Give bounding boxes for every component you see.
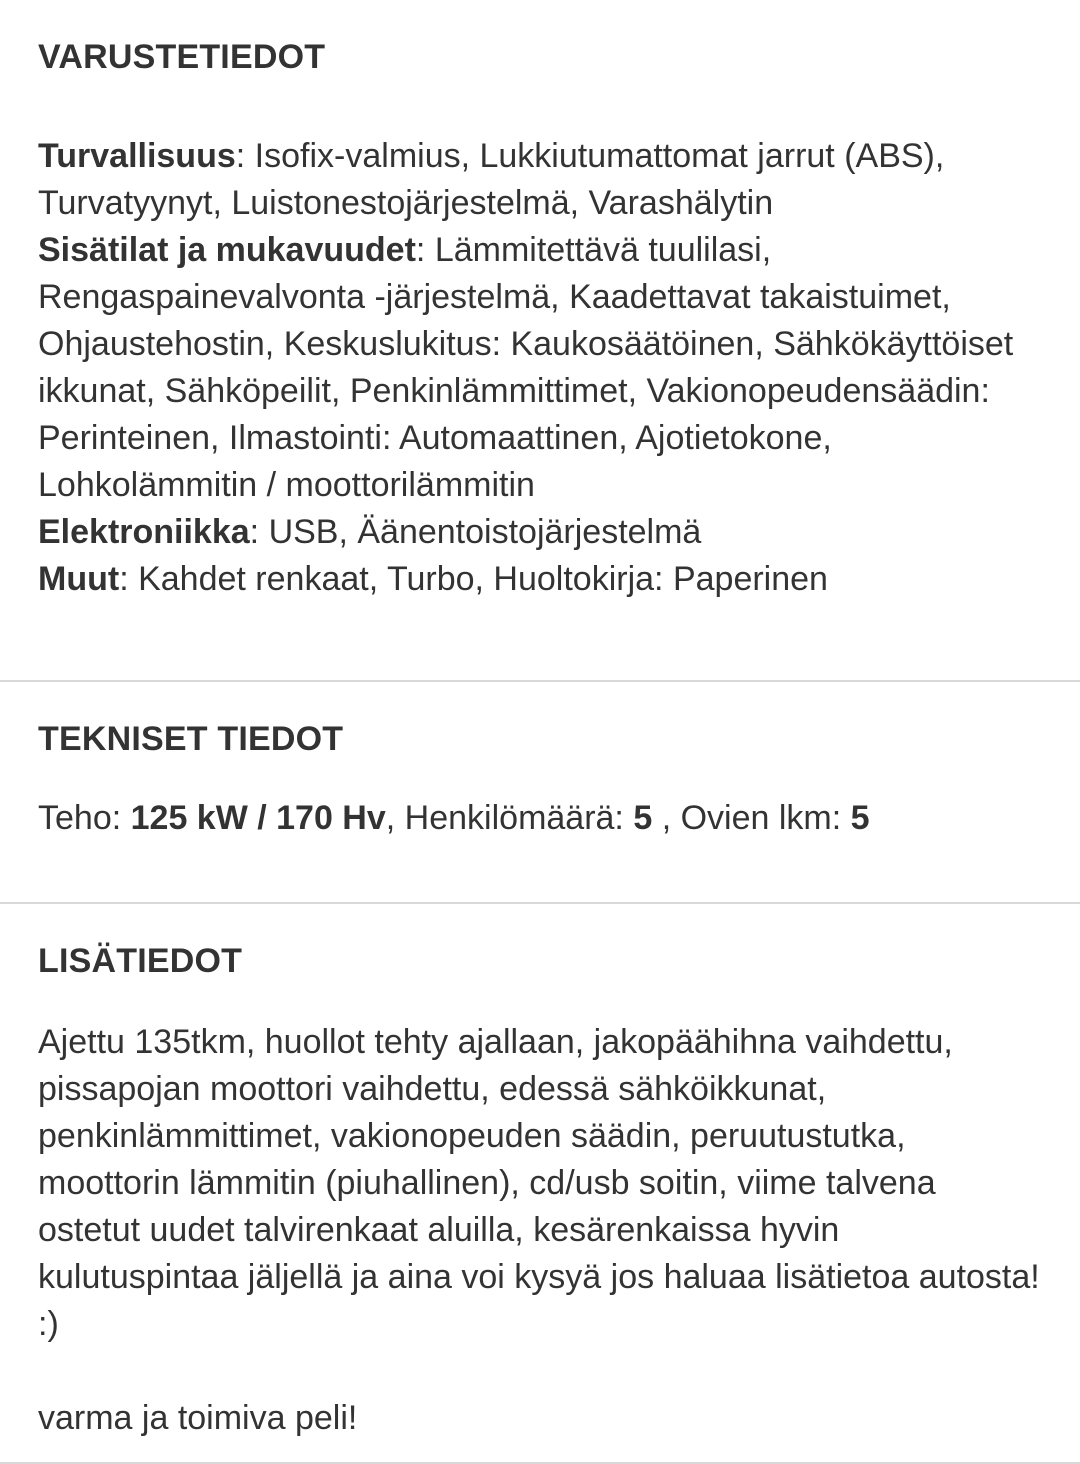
equipment-group-text: Lämmitettävä tuulilasi, Rengaspainevalvonta -järjestelmä, Kaadettavat takaistuimet, Ohjaustehostin, Keskuslukitus: Kaukosäätöinen, Sähkökäyttöiset ikkunat, Sähköpeilit, Penkinlämmittimet, Vakionopeudensäädin: Perinteinen, Ilmastointi: Automaattinen, Ajotietokone, Lohkolämmitin / moottorilämmitin xyxy=(38,231,1014,504)
equipment-group-separator: : xyxy=(249,513,269,551)
doors-value: 5 xyxy=(850,799,870,837)
equipment-group-label: Turvallisuus xyxy=(38,137,236,175)
additional-info-section xyxy=(0,904,1080,1464)
seats-value: 5 xyxy=(633,799,653,837)
power-value: 125 kW / 170 Hv xyxy=(130,799,386,837)
seats-label: , Henkilömäärä: xyxy=(385,799,634,837)
technical-title: TEKNISET TIEDOT xyxy=(38,720,344,758)
equipment-group-separator: : xyxy=(235,137,255,175)
additional-info-title: LISÄTIEDOT xyxy=(38,942,243,980)
equipment-group-other xyxy=(38,560,828,598)
technical-specs xyxy=(38,795,1042,842)
equipment-section xyxy=(0,0,1080,682)
equipment-group-text: Kahdet renkaat, Turbo, Huoltokirja: Paperinen xyxy=(138,560,828,598)
equipment-group-interior xyxy=(38,231,1013,504)
equipment-group-label: Elektroniikka xyxy=(38,513,250,551)
technical-section xyxy=(0,682,1080,904)
doors-label: , Ovien lkm: xyxy=(652,799,851,837)
equipment-group-safety xyxy=(38,137,944,222)
equipment-group-separator: : xyxy=(119,560,139,598)
equipment-group-label: Muut xyxy=(38,560,120,598)
additional-info-text: Ajettu 135tkm, huollot tehty ajallaan, jakopäähihna vaihdettu, pissapojan moottori vaihdettu, edessä sähköikkunat, penkinlämmittimet, vakionopeuden säädin, peruutustutka, moottorin lämmitin (piuhallinen), cd/usb soitin, viime talvena ostetut uudet talvirenkaat aluilla, kesärenkaissa hyvin kulutuspintaa jäljellä ja aina voi kysyä jos haluaa lisätietoa autosta! :) xyxy=(38,1023,1040,1343)
equipment-group-label: Sisätilat ja mukavuudet xyxy=(38,231,416,269)
power-label: Teho: xyxy=(38,799,131,837)
additional-info-closing: varma ja toimiva peli! xyxy=(38,1399,358,1437)
equipment-group-separator: : xyxy=(415,231,435,269)
equipment-list xyxy=(38,133,1042,603)
equipment-group-text: Isofix-valmius, Lukkiutumattomat jarrut (ABS), Turvatyynyt, Luistonestojärjestelmä, Varashälytin xyxy=(38,137,945,222)
equipment-group-text: USB, Äänentoistojärjestelmä xyxy=(268,513,702,551)
equipment-title: VARUSTETIEDOT xyxy=(38,38,326,76)
equipment-group-electronics xyxy=(38,513,701,551)
